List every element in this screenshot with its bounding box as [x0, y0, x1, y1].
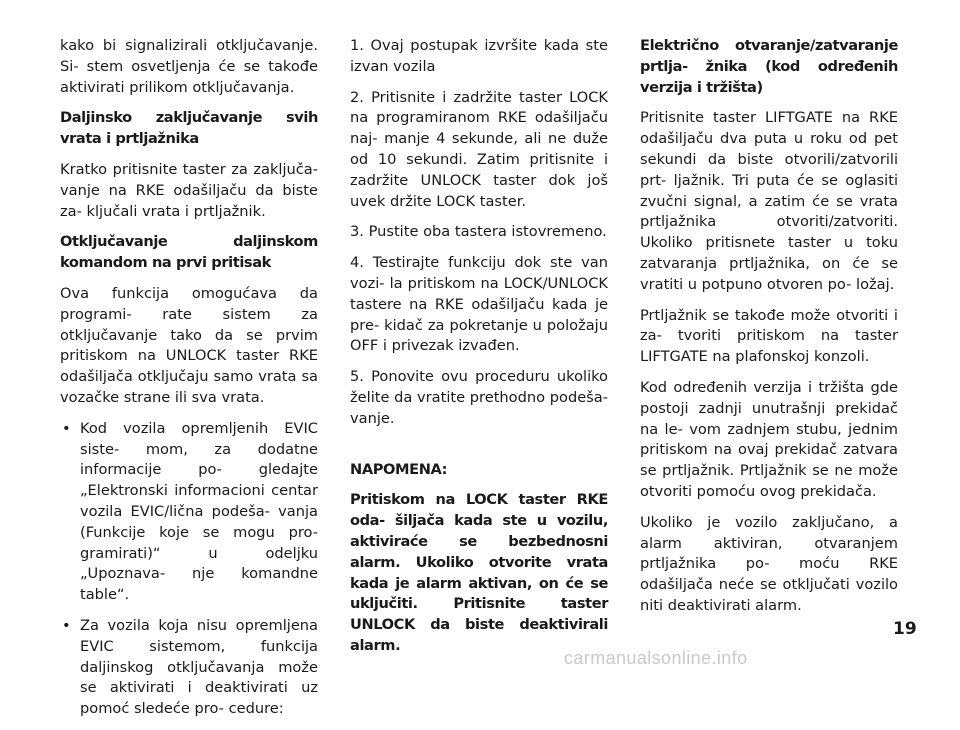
bullet-evic: • Kod vozila opremljenih EVIC siste- mom, za dodatne informacije po- gledajte „Elektronski informacioni centar vozila EVIC/lična podeša- vanja (Funkcije koje se mogu pro- gramirati)“ u odeljku „Upoznava- nje komandne table“. — [60, 419, 318, 606]
heading-remote-lock-all: Daljinsko zaključavanje svih vrata i prtljažnika — [60, 109, 318, 148]
paragraph-overhead-console: Prtljažnik se takođe može otvoriti i za- tvoriti pritiskom na taster LIFTGATE na plafonskoj konzoli. — [640, 306, 898, 366]
column-left — [60, 36, 318, 730]
page-number: 19 — [893, 619, 917, 639]
heading-first-press-unlock: Otključavanje daljinskom komandom na prvi pritisak — [60, 233, 318, 272]
step-4: 4. Testirajte funkciju dok ste van vozi- la pritiskom na LOCK/UNLOCK tastere na RKE odašiljaču kada je pre- kidač za pokretanje u položaju OFF i privezak izvađen. — [350, 254, 608, 355]
paragraph-unlock-lighting: kako bi signalizirali otključavanje. Si- stem osvetljenja će se takođe aktivirati prilikom otključavanja. — [60, 37, 318, 96]
column-middle — [350, 36, 608, 667]
paragraph-rear-switch: Kod određenih verzija i tržišta gde postoji zadnji unutrašnji prekidač na le- vom zadnjem stubu, jednim pritiskom na ovaj prekidač zatvara se prtljažnik. Prtljažnik se ne može otvoriti pomoću ovog prekidača. — [640, 378, 898, 500]
paragraph-first-press-unlock: Ova funkcija omogućava da programi- rate sistem za otključavanje tako da se prvim pritiskom na UNLOCK taster RKE odašiljača otključaju samo vrata sa vozačke strane ili sva vrata. — [60, 284, 318, 406]
watermark-text: carmanualsonline.info — [564, 648, 748, 668]
paragraph-remote-lock: Kratko pritisnite taster za zaključa- vanje na RKE odašiljaču da biste za- ključali vrata i prtljažnik. — [60, 160, 318, 220]
paragraph-liftgate-button: Pritisnite taster LIFTGATE na RKE odašiljaču dva puta u roku od pet sekundi da biste otvorili/zatvorili prt- ljažnik. Tri puta će se oglasiti zvučni signal, a zatim će se vrata prtljažnika otvoriti/zatvoriti. Ukoliko pritisnete taster u toku zatvaranja prtljažnika, on će se vratiti u potpuno otvoren po- ložaj. — [640, 109, 898, 293]
bullet-no-evic: • Za vozila koja nisu opremljena EVIC sistemom, funkcija daljinskog otključavanja može se aktivirati i deaktivirati uz pomoć sledeće pro- cedure: — [60, 616, 318, 720]
note-title: NAPOMENA: — [350, 460, 448, 478]
heading-power-liftgate: Električno otvaranje/zatvaranje prtlja- žnika (kod određenih verzija i tržišta) — [640, 37, 898, 96]
step-2: 2. Pritisnite i zadržite taster LOCK na programiranom RKE odašiljaču naj- manje 4 sekunde, ali ne duže od 10 sekundi. Zatim pritisnite i zadržite UNLOCK taster dok još uvek držite LOCK taster. — [350, 88, 608, 210]
bullet-list — [60, 419, 318, 720]
step-3: 3. Pustite oba tastera istovremeno. — [350, 223, 607, 241]
column-right — [640, 36, 898, 627]
spacer — [350, 440, 608, 460]
step-5: 5. Ponovite ovu proceduru ukoliko želite da vratite prethodno podeša- vanje. — [350, 368, 608, 427]
paragraph-alarm-note: Ukoliko je vozilo zaključano, a alarm aktiviran, otvaranjem prtljažnika po- moću RKE odašiljača neće se otključati vozilo niti deaktivirati alarm. — [640, 513, 898, 614]
note-text: Pritiskom na LOCK taster RKE oda- šiljača kada ste u vozilu, aktiviraće se bezbednosni alarm. Ukoliko otvorite vrata kada je alarm aktivan, on će se uključiti. Pritisnite taster UNLOCK da biste deaktivirali alarm. — [350, 491, 608, 654]
step-1: 1. Ovaj postupak izvršite kada ste izvan vozila — [350, 37, 608, 75]
